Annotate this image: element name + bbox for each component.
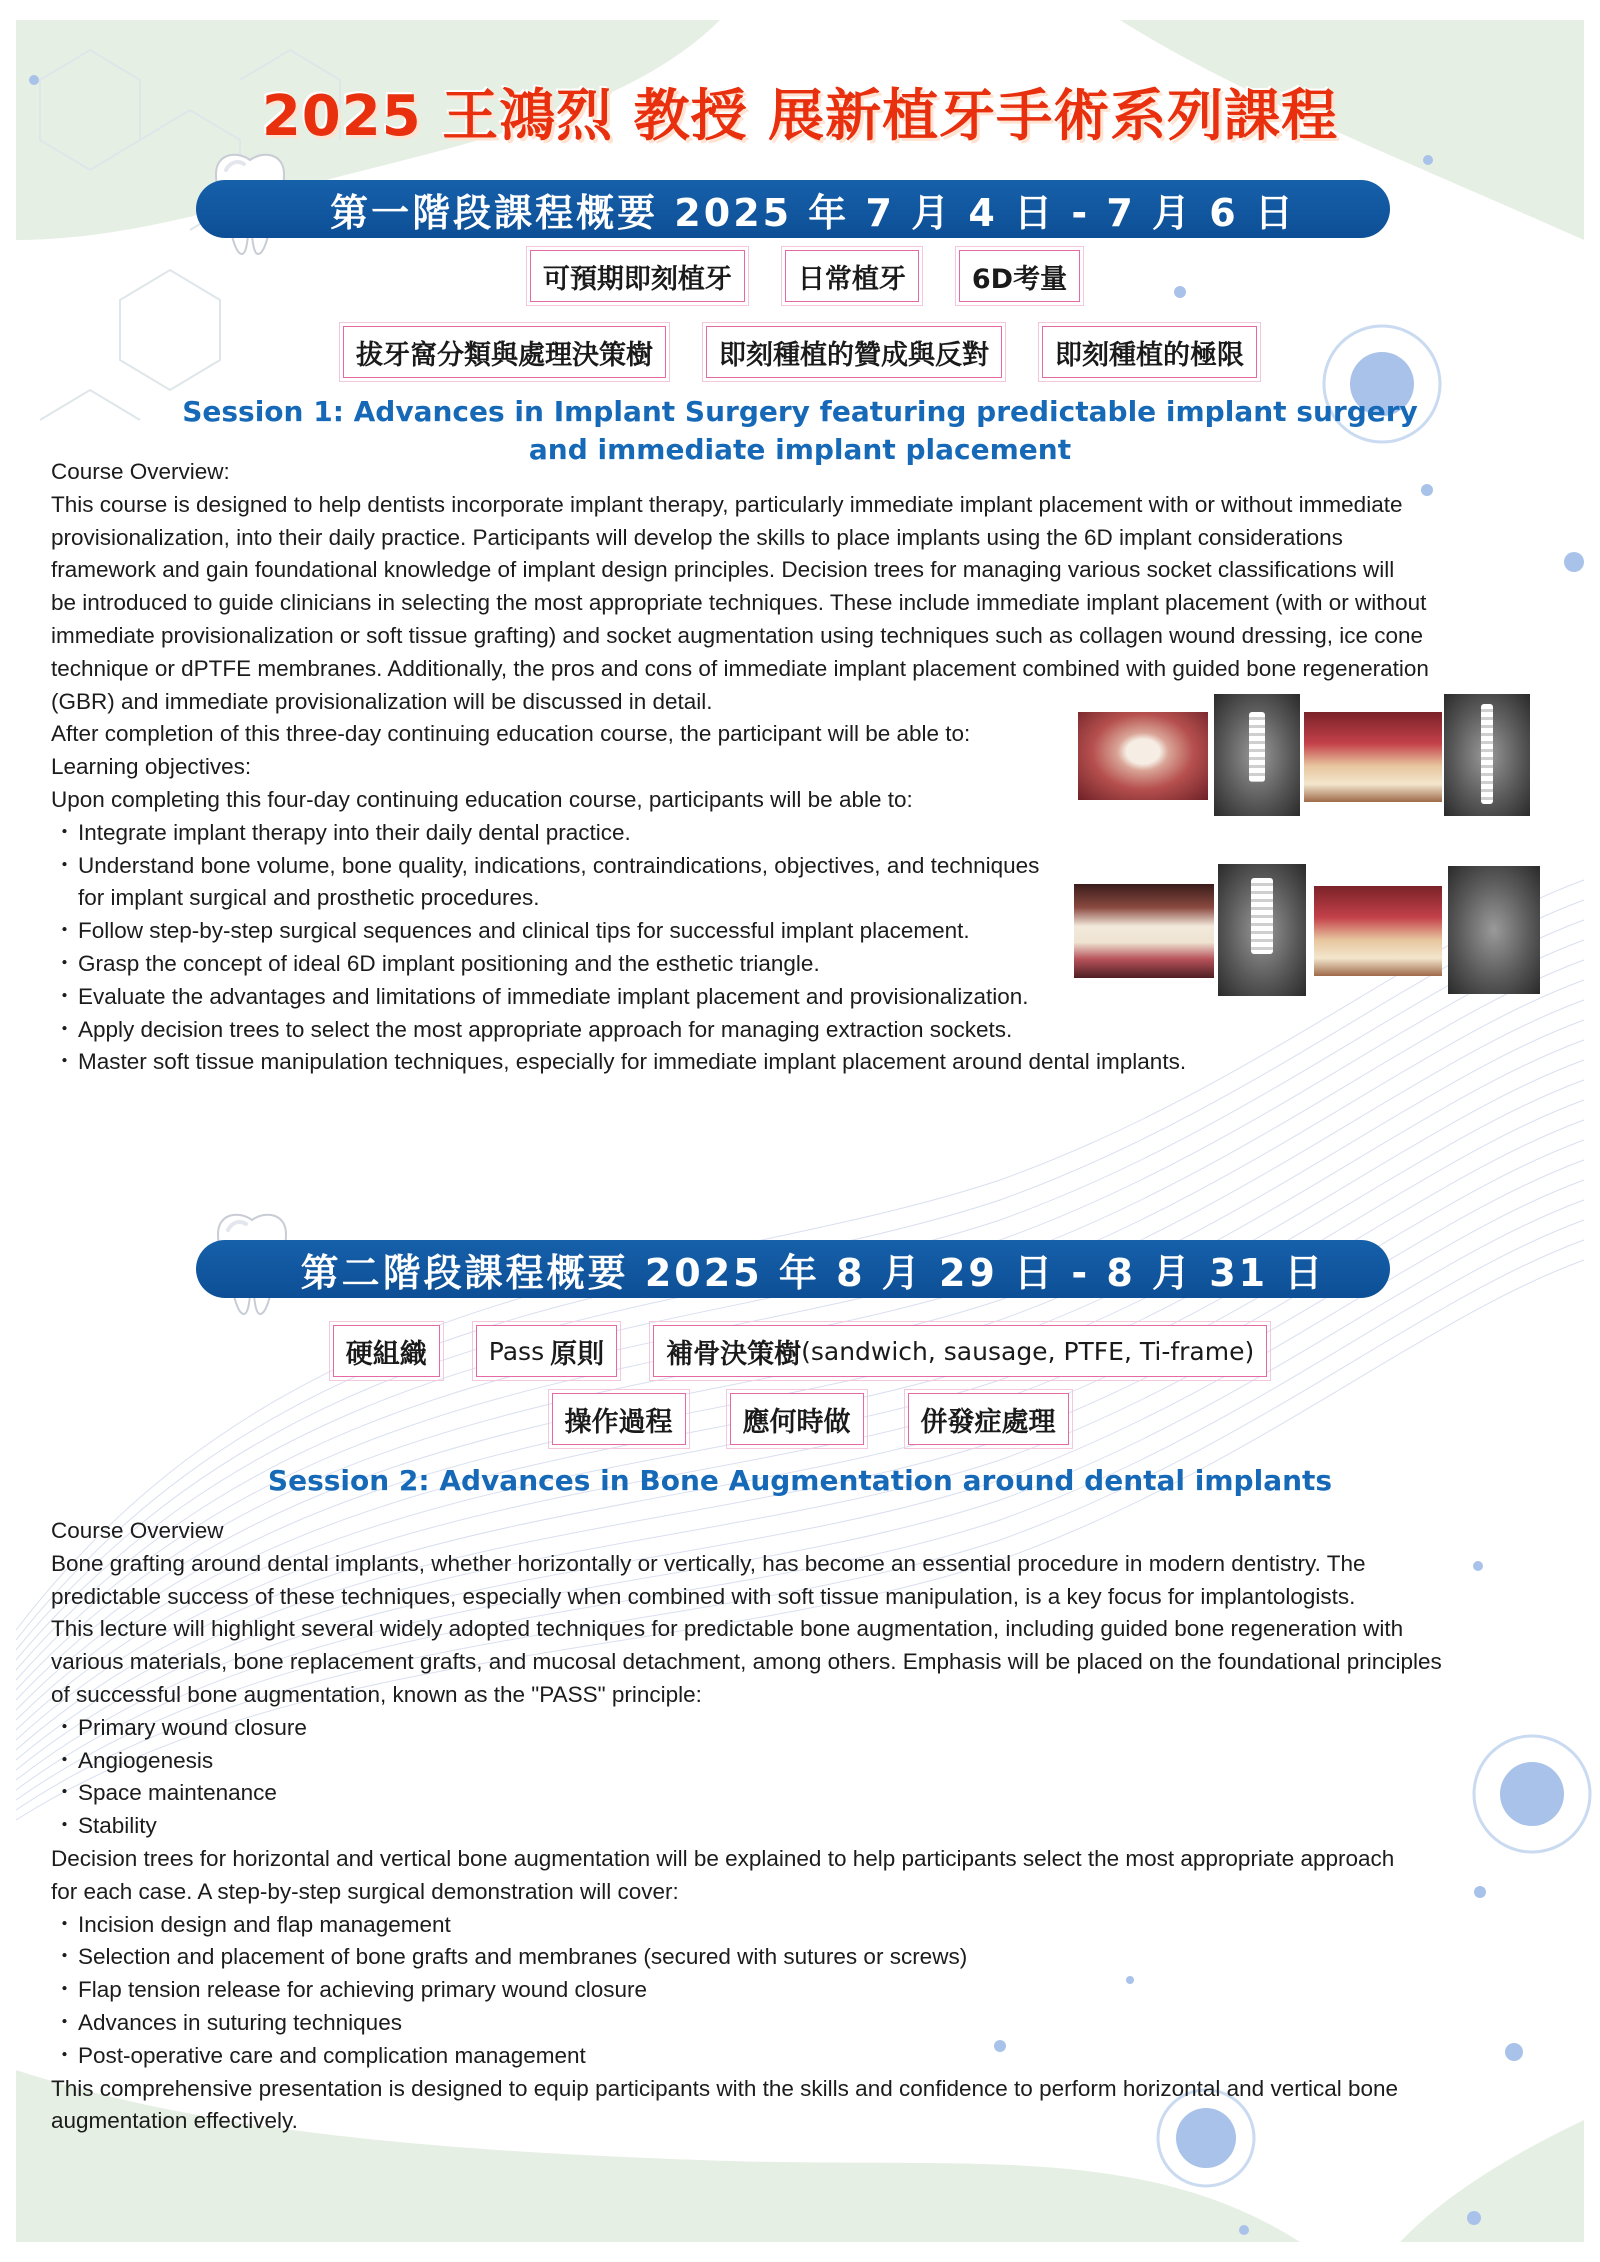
demo-item: ・ Incision design and flap management [51, 1909, 1442, 1942]
demo-item: ・ Flap tension release for achieving primary wound closure [51, 1974, 1442, 2007]
body-line: (GBR) and immediate provisionalization will be discussed in detail. [51, 688, 713, 714]
objective-item: ・ Grasp the concept of ideal 6D implant positioning and the esthetic triangle. [51, 948, 1429, 981]
stage2-banner [196, 1240, 1390, 1298]
session1-title-line2: and immediate implant placement [528, 433, 1072, 466]
tag-pass-suffix: 原則 [550, 1338, 605, 1370]
clinical-photo-3 [1074, 884, 1214, 978]
body-line: predictable success of these techniques, especially when combined with soft tissue manipulation, is a key focus for implantologists. [51, 1583, 1356, 1609]
body-line: Decision trees for horizontal and vertical bone augmentation will be explained to help participants select the most appropriate approach [51, 1845, 1395, 1871]
body-line: This course is designed to help dentists incorporate implant therapy, particularly immediate implant placement with or without immediate [51, 491, 1403, 517]
stage1-tag-row-1 [0, 250, 1600, 302]
body-line: provisionalization, into their daily practice. Participants will develop the skills to place implants using the 6D implant considerations [51, 524, 1343, 550]
body-line: be introduced to guide clinicians in selecting the most appropriate techniques. These include immediate implant placement (with or without [51, 590, 1427, 616]
body-line: immediate provisionalization or soft tissue grafting) and socket augmentation using techniques such as collagen wound dressing, ice cone [51, 622, 1424, 648]
objective-item: ・ Evaluate the advantages and limitations of immediate implant placement and provisionalization. [51, 981, 1429, 1014]
body-line: framework and gain foundational knowledge of implant design principles. Decision trees for managing various socket classifications will [51, 557, 1395, 583]
body-line: augmentation effectively. [51, 2108, 298, 2134]
body-line: This comprehensive presentation is designed to equip participants with the skills and confidence to perform horizontal and vertical bone [51, 2075, 1399, 2101]
body-line: Upon completing this four-day continuing education course, participants will be able to: [51, 786, 913, 812]
objective-item: ・ Apply decision trees to select the most appropriate approach for managing extraction sockets. [51, 1014, 1429, 1047]
objective-item: ・ Follow step-by-step surgical sequences and clinical tips for successful implant placement. [51, 915, 1429, 948]
body-line: Bone grafting around dental implants, whether horizontally or vertically, has become an essential procedure in modern dentistry. The [51, 1550, 1366, 1576]
pass-item: ・ Angiogenesis [51, 1745, 1442, 1778]
xray-photo-1 [1214, 694, 1300, 816]
pass-item: ・ Space maintenance [51, 1777, 1442, 1810]
stage1-tag-row-2 [0, 326, 1600, 378]
tag-decision-cn: 補骨決策樹 [666, 1338, 802, 1370]
tag-daily-implant: 日常植牙 [785, 250, 919, 302]
clinical-photo-4 [1314, 886, 1442, 976]
pass-item: ・ Primary wound closure [51, 1712, 1442, 1745]
objective-item: ・ Master soft tissue manipulation techniques, especially for immediate implant placement around dental implants. [51, 1046, 1429, 1079]
clinical-photo-2 [1304, 712, 1442, 802]
tag-limits: 即刻種植的極限 [1042, 326, 1257, 378]
session2-title: Session 2: Advances in Bone Augmentation around dental implants [267, 1464, 1333, 1497]
demo-item: ・ Post-operative care and complication management [51, 2040, 1442, 2073]
tag-procedure: 操作過程 [552, 1393, 686, 1445]
tag-complications: 併發症處理 [908, 1393, 1069, 1445]
stage2-banner-text: 第二階段課程概要 2025 年 8 月 29 日 - 8 月 31 日 [300, 1250, 1326, 1295]
poster-title: 2025 王鴻烈 教授 展新植牙手術系列課程 [261, 84, 1339, 149]
tag-pass-principle [476, 1325, 617, 1377]
overview-heading: Course Overview: [51, 459, 230, 484]
body-line: This lecture will highlight several widely adopted techniques for predictable bone augmentation, including guided bone regeneration with [51, 1616, 1404, 1642]
tag-hard-tissue: 硬組織 [333, 1325, 440, 1377]
body-line: technique or dPTFE membranes. Additionally, the pros and cons of immediate implant placement combined with guided bone regeneration [51, 655, 1429, 681]
overview-heading: Course Overview [51, 1518, 224, 1543]
body-line: After completion of this three-day continuing education course, the participant will be able to: [51, 721, 971, 747]
tag-predictable-immediate: 可預期即刻植牙 [530, 250, 745, 302]
body-line: for each case. A step-by-step surgical demonstration will cover: [51, 1878, 679, 1904]
objective-item: ・ Understand bone volume, bone quality, indications, contraindications, objectives, and techniques [51, 850, 1429, 883]
tag-socket-classification: 拔牙窩分類與處理決策樹 [343, 326, 666, 378]
body-line: various materials, bone replacement grafts, and mucosal detachment, among others. Emphasis will be placed on the foundational principles [51, 1649, 1442, 1675]
session1-title-line1: Session 1: Advances in Implant Surgery featuring predictable implant surgery [182, 395, 1418, 428]
body-line: of successful bone augmentation, known as the "PASS" principle: [51, 1681, 702, 1707]
objective-item: ・ Integrate implant therapy into their daily dental practice. [51, 817, 1429, 850]
session2-body [51, 1515, 1442, 2138]
objectives-heading: Learning objectives: [51, 754, 252, 780]
stage2-tag-row-1 [0, 1325, 1600, 1377]
xray-photo-4 [1448, 866, 1540, 994]
xray-photo-2 [1444, 694, 1530, 816]
tag-pass-prefix: Pass [488, 1336, 545, 1366]
stage1-banner [196, 180, 1390, 238]
demo-item: ・ Advances in suturing techniques [51, 2007, 1442, 2040]
pass-item: ・ Stability [51, 1810, 1442, 1843]
clinical-photo-1 [1078, 712, 1208, 800]
tag-pros-cons: 即刻種植的贊成與反對 [706, 326, 1002, 378]
tag-6d-considerations: 6D考量 [959, 250, 1080, 302]
tag-graft-decision-tree [653, 1325, 1267, 1377]
tag-when-to-do: 應何時做 [730, 1393, 864, 1445]
objective-item-continuation: for implant surgical and prosthetic procedures. [78, 885, 540, 911]
demo-item: ・ Selection and placement of bone grafts and membranes (secured with sutures or screws) [51, 1941, 1442, 1974]
tag-decision-en: (sandwich, sausage, PTFE, Ti-frame) [801, 1336, 1255, 1366]
stage2-tag-row-2 [0, 1393, 1600, 1445]
stage1-banner-text: 第一階段課程概要 2025 年 7 月 4 日 - 7 月 6 日 [330, 190, 1296, 235]
xray-photo-3 [1218, 864, 1306, 996]
